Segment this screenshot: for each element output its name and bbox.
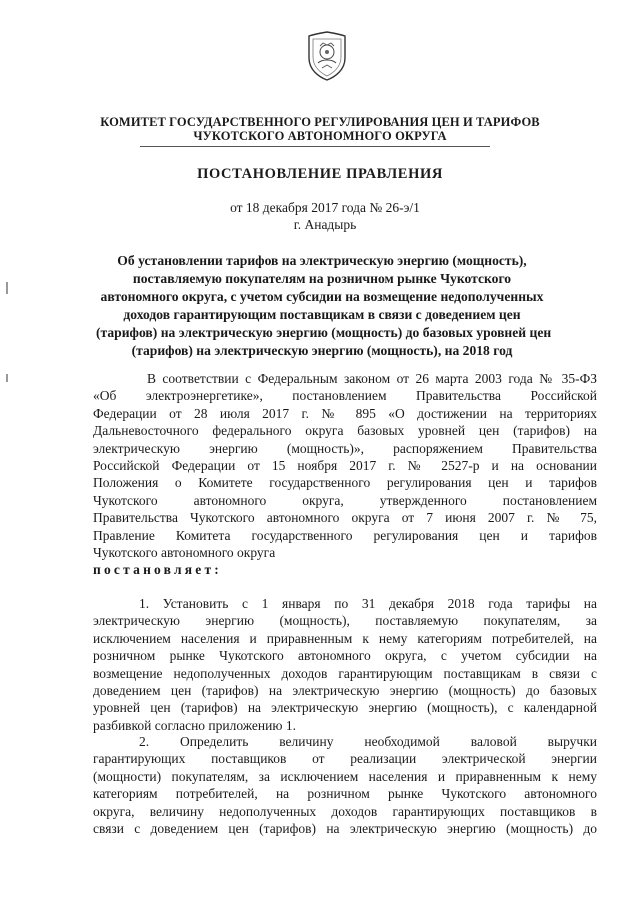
- subject-line: поставляемую покупателям на розничном рынке Чукотского: [132, 271, 512, 287]
- subject-line: автономного округа, с учетом субсидии на возмещение недополученных: [100, 289, 544, 305]
- subject-line: Об установлении тарифов на электрическую энергию (мощность),: [117, 253, 527, 268]
- item-2-line: округа, величину недополученных доходов гарантирующих поставщиков в: [93, 803, 597, 819]
- subject-line: доходов гарантирующим поставщикам в связи с доведением цен: [123, 307, 521, 323]
- coat-of-arms-icon: [305, 30, 349, 82]
- preamble-line: Российской Федерации от 15 ноября 2017 г. № 2527-р и на основании: [93, 458, 597, 474]
- item-1-line: исключением населения и приравненным к нему категориям потребителей, на: [93, 630, 597, 646]
- preamble-paragraph: [93, 370, 597, 561]
- item-1-line: электрическую энергию (мощность), поставляемую покупателям, за: [93, 613, 597, 629]
- preamble-line: Правительства Чукотского автономного округа от 7 июня 2007 г. № 75,: [93, 510, 597, 526]
- item-1-paragraph: [93, 595, 597, 734]
- preamble-line: Федерации от 28 июля 2017 г. № 895 «О достижении на территориях: [93, 405, 597, 421]
- subject-line: (тарифов) на электрическую энергию (мощность), на 2018 год: [131, 343, 513, 359]
- preamble-line: Положения о Комитете государственного регулирования цен и тарифов: [93, 475, 597, 491]
- item-1-line: доведением цен (тарифов) на электрическую энергию (мощность) до базовых: [93, 683, 597, 699]
- preamble-line: Чукотского автономного округа, утвержденного постановлением: [93, 492, 597, 508]
- scan-margin-mark: [6, 374, 8, 382]
- preamble-line: Дальневосточного федерального округа базовых уровней цен (тарифов) на: [93, 423, 597, 439]
- item-2-line: (мощности) покупателям, за исключением населения и приравненным к нему: [93, 768, 597, 784]
- resolves-heading: постановляет:: [93, 562, 222, 577]
- item-1-line: разбивкой согласно приложению 1.: [93, 717, 296, 733]
- preamble-line: Чукотского автономного округа: [93, 545, 276, 561]
- document-date-number: от 18 декабря 2017 года № 26-э/1: [230, 200, 420, 215]
- item-2-line: связи с доведением цен (тарифов) на электрическую энергию (мощность) до: [93, 821, 597, 837]
- preamble-line: электрическую энергию (мощность)», распоряжением Правительства: [93, 440, 597, 456]
- preamble-line: В соответствии с Федеральным законом от 26 марта 2003 года № 35-ФЗ: [147, 371, 597, 386]
- header-divider: [140, 146, 490, 147]
- item-1-line: 1. Установить с 1 января по 31 декабря 2018 года тарифы на: [139, 596, 597, 611]
- item-2-line: гарантирующих поставщиков от реализации электрической энергии: [93, 751, 597, 767]
- item-2-line: категориям потребителей, на розничном рынке Чукотского автономного: [93, 786, 597, 802]
- preamble-line: Правление Комитета государственного регулирования цен и тарифов: [93, 527, 597, 543]
- document-city: г. Анадырь: [293, 217, 357, 232]
- document-subject: [96, 252, 552, 361]
- committee-name-line-1: КОМИТЕТ ГОСУДАРСТВЕННОГО РЕГУЛИРОВАНИЯ ЦЕН И ТАРИФОВ: [100, 115, 540, 129]
- scan-margin-mark: [6, 282, 8, 294]
- item-1-line: розничном рынке Чукотского автономного округа, с учетом субсидии на: [93, 648, 597, 664]
- item-2-paragraph: [93, 733, 597, 837]
- item-1-line: возмещение недополученных доходов гарантирующим поставщикам в связи с: [93, 665, 597, 681]
- item-1-line: уровней цен (тарифов) на электрическую энергию (мощность), с календарной: [93, 700, 597, 716]
- committee-name-line-2: ЧУКОТСКОГО АВТОНОМНОГО ОКРУГА: [193, 129, 447, 143]
- preamble-line: «Об электроэнергетике», постановлением Правительства Российской: [93, 388, 597, 404]
- subject-line: (тарифов) на электрическую энергию (мощность) до базовых уровней цен: [96, 325, 552, 341]
- document-title: ПОСТАНОВЛЕНИЕ ПРАВЛЕНИЯ: [197, 166, 443, 182]
- item-2-line: 2. Определить величину необходимой валовой выручки: [139, 734, 597, 749]
